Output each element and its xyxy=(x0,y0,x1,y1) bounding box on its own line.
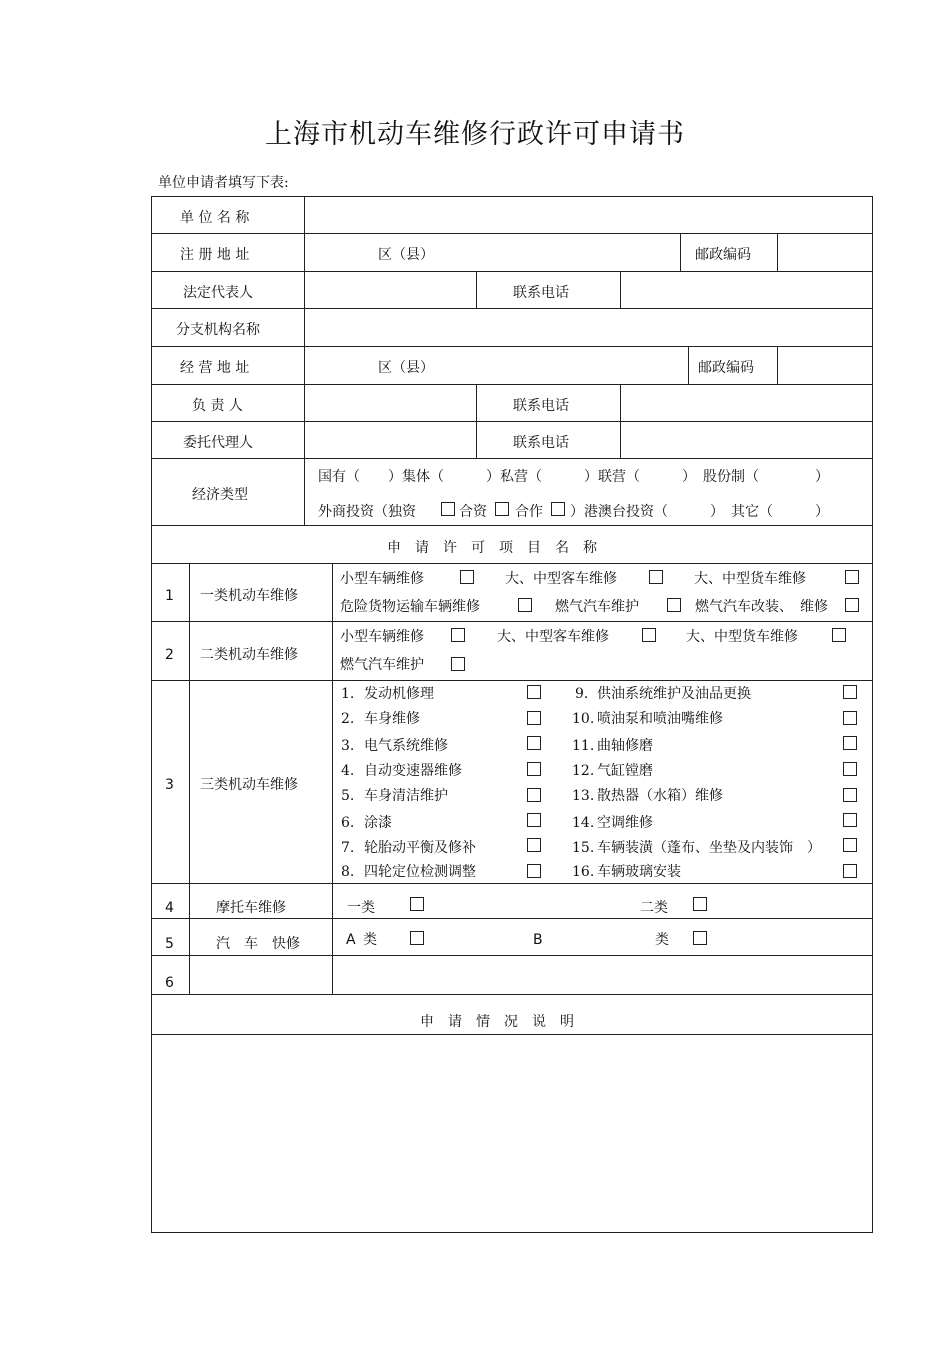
cat6-number: 6 xyxy=(165,975,174,991)
row-divider xyxy=(151,421,873,422)
cat2-option-label: 燃气汽车维护 xyxy=(340,657,424,673)
col-divider xyxy=(476,271,477,308)
col-divider xyxy=(620,271,621,308)
cat2-option-label: 小型车辆维修 xyxy=(340,629,424,645)
cat3-item-label: 曲轴修磨 xyxy=(597,738,653,754)
cat3-item-checkbox[interactable] xyxy=(843,788,857,802)
row-divider xyxy=(151,621,873,622)
cat1-option-label: 小型车辆维修 xyxy=(340,571,424,587)
cat3-item-label: 涂漆 xyxy=(364,815,392,831)
cat3-item-label: 空调维修 xyxy=(597,815,653,831)
reg-address-label: 注 册 地 址 xyxy=(180,247,250,263)
cat3-item-label: 四轮定位检测调整 xyxy=(364,864,476,880)
cat5-class-b-label: 类 xyxy=(655,932,669,948)
cat5-class-b-letter: B xyxy=(533,932,543,948)
cat1-truck-checkbox[interactable] xyxy=(845,570,859,584)
cat2-number: 2 xyxy=(165,647,174,663)
explanation-section-header: 申 请 情 况 说 明 xyxy=(420,1014,574,1030)
cat1-option-label: 大、中型货车维修 xyxy=(694,571,806,587)
row-divider xyxy=(151,458,873,459)
cat3-item-label: 自动变速器维修 xyxy=(364,763,462,779)
cat1-hazmat-checkbox[interactable] xyxy=(518,598,532,612)
col-divider xyxy=(777,346,778,384)
cat2-option-label: 大、中型货车维修 xyxy=(686,629,798,645)
cat3-item-label: 车身维修 xyxy=(364,711,420,727)
page-title: 上海市机动车维修行政许可申请书 xyxy=(265,119,685,150)
joint-venture-label: 合资 xyxy=(459,504,487,520)
cat2-gas-maintenance-checkbox[interactable] xyxy=(451,657,465,671)
cat3-item-checkbox[interactable] xyxy=(843,838,857,852)
phone-label: 联系电话 xyxy=(513,398,569,414)
foreign-investment-label: 外商投资（独资 xyxy=(318,504,416,520)
form-instruction: 单位申请者填写下表: xyxy=(158,175,289,191)
cat3-item-checkbox[interactable] xyxy=(843,685,857,699)
cat3-item-label: 气缸镗磨 xyxy=(597,763,653,779)
cat2-truck-checkbox[interactable] xyxy=(832,628,846,642)
cat3-item-checkbox[interactable] xyxy=(527,864,541,878)
row-divider xyxy=(151,883,873,884)
row-divider xyxy=(151,918,873,919)
cat3-name: 三类机动车维修 xyxy=(200,777,298,793)
row-divider xyxy=(151,525,873,526)
cat4-number: 4 xyxy=(165,900,174,916)
explanation-area[interactable] xyxy=(152,1036,872,1232)
cat3-item-checkbox[interactable] xyxy=(527,788,541,802)
cat3-item-number: 13. xyxy=(572,788,595,804)
cat5-class-a-checkbox[interactable] xyxy=(410,931,424,945)
cat3-item-checkbox[interactable] xyxy=(527,685,541,699)
postcode-label: 邮政编码 xyxy=(698,360,754,376)
joint-venture-checkbox[interactable] xyxy=(495,502,509,516)
cat3-item-label: 供油系统维护及油品更换 xyxy=(597,686,751,702)
cat1-option-label: 燃气汽车维护 xyxy=(555,599,639,615)
cat3-item-label: 轮胎动平衡及修补 xyxy=(364,840,476,856)
cat1-option-label: 大、中型客车维修 xyxy=(505,571,617,587)
cat3-item-number: 2. xyxy=(341,711,355,727)
row-divider xyxy=(151,384,873,385)
cat2-bus-checkbox[interactable] xyxy=(642,628,656,642)
cat3-item-label: 发动机修理 xyxy=(364,686,434,702)
unit-name-label: 单 位 名 称 xyxy=(180,210,250,226)
cat3-item-label: 车辆装潢（蓬布、坐垫及内装饰 ） xyxy=(597,840,821,856)
cat3-item-label: 车身清洁维护 xyxy=(364,788,448,804)
col-divider xyxy=(777,233,778,271)
sole-venture-checkbox[interactable] xyxy=(441,502,455,516)
econ-type-options: 国有（ ）集体（ ）私营（ ）联营（ ） 股份制（ ） xyxy=(318,469,829,485)
cat3-item-label: 散热器（水箱）维修 xyxy=(597,788,723,804)
cat3-item-checkbox[interactable] xyxy=(527,711,541,725)
cat1-small-vehicle-checkbox[interactable] xyxy=(460,570,474,584)
cat1-name: 一类机动车维修 xyxy=(200,588,298,604)
cooperation-label: 合作 xyxy=(515,504,543,520)
cat1-gas-maintenance-checkbox[interactable] xyxy=(667,598,681,612)
cat1-gas-conversion-checkbox[interactable] xyxy=(845,598,859,612)
cat3-item-number: 1. xyxy=(341,686,355,702)
cat3-item-label: 喷油泵和喷油嘴维修 xyxy=(597,711,723,727)
cat2-small-vehicle-checkbox[interactable] xyxy=(451,628,465,642)
cat3-item-checkbox[interactable] xyxy=(843,762,857,776)
legal-rep-label: 法定代表人 xyxy=(183,285,253,301)
cat3-item-checkbox[interactable] xyxy=(527,736,541,750)
cat3-item-checkbox[interactable] xyxy=(527,762,541,776)
cat3-item-number: 5. xyxy=(341,788,355,804)
cat3-item-number: 10. xyxy=(572,711,595,727)
district-label: 区（县） xyxy=(378,247,434,263)
row-divider xyxy=(151,346,873,347)
cat3-item-number: 4. xyxy=(341,763,355,779)
cooperation-checkbox[interactable] xyxy=(551,502,565,516)
col-divider xyxy=(476,384,477,458)
cat4-class2-label: 二类 xyxy=(640,900,668,916)
row-divider xyxy=(151,271,873,272)
cat3-item-number: 16. xyxy=(572,864,595,880)
cat3-item-checkbox[interactable] xyxy=(843,736,857,750)
items-section-header: 申 请 许 可 项 目 名 称 xyxy=(387,540,597,556)
row-divider xyxy=(151,955,873,956)
row-divider xyxy=(151,308,873,309)
cat5-class-a-letter: A xyxy=(346,932,356,948)
cat3-number: 3 xyxy=(165,777,174,793)
cat3-item-checkbox[interactable] xyxy=(843,864,857,878)
biz-address-label: 经 营 地 址 xyxy=(180,360,250,376)
cat1-bus-checkbox[interactable] xyxy=(649,570,663,584)
cat3-item-label: 车辆玻璃安装 xyxy=(597,864,681,880)
cat5-class-b-checkbox[interactable] xyxy=(693,931,707,945)
cat5-class-a-label: 类 xyxy=(363,932,377,948)
person-in-charge-label: 负 责 人 xyxy=(192,398,243,414)
cat3-item-checkbox[interactable] xyxy=(527,838,541,852)
cat1-number: 1 xyxy=(165,588,174,604)
cat3-item-number: 8. xyxy=(341,864,355,880)
phone-label: 联系电话 xyxy=(513,285,569,301)
branch-name-label: 分支机构名称 xyxy=(176,322,260,338)
cat2-option-label: 大、中型客车维修 xyxy=(497,629,609,645)
cat3-item-checkbox[interactable] xyxy=(843,813,857,827)
col-divider xyxy=(680,233,681,271)
cat3-item-number: 7. xyxy=(341,840,355,856)
cat4-class1-label: 一类 xyxy=(347,900,375,916)
hk-macao-taiwan-other-options: ）港澳台投资（ ） 其它（ ） xyxy=(570,504,829,520)
agent-label: 委托代理人 xyxy=(183,435,253,451)
cat3-item-number: 6. xyxy=(341,815,355,831)
cat3-item-checkbox[interactable] xyxy=(527,813,541,827)
cat4-class2-checkbox[interactable] xyxy=(693,897,707,911)
cat3-item-number: 12. xyxy=(572,763,595,779)
col-divider xyxy=(189,563,190,994)
row-divider xyxy=(151,233,873,234)
row-divider xyxy=(151,994,873,995)
econ-type-label: 经济类型 xyxy=(192,487,248,503)
cat3-item-number: 9. xyxy=(575,686,589,702)
col-divider xyxy=(620,384,621,458)
postcode-label: 邮政编码 xyxy=(695,247,751,263)
row-divider xyxy=(151,563,873,564)
col-divider xyxy=(688,346,689,384)
cat3-item-number: 3. xyxy=(341,738,355,754)
district-label: 区（县） xyxy=(378,360,434,376)
cat2-name: 二类机动车维修 xyxy=(200,647,298,663)
cat1-option-label: 燃气汽车改装、 维修 xyxy=(695,599,828,615)
cat4-name: 摩托车维修 xyxy=(216,900,286,916)
cat3-item-number: 14. xyxy=(572,815,595,831)
cat3-item-label: 电气系统维修 xyxy=(364,738,448,754)
cat5-name: 汽 车 快修 xyxy=(216,936,300,952)
phone-label: 联系电话 xyxy=(513,435,569,451)
cat1-option-label: 危险货物运输车辆维修 xyxy=(340,599,480,615)
cat5-number: 5 xyxy=(165,936,174,952)
col-divider xyxy=(332,563,333,994)
cat3-item-number: 11. xyxy=(572,738,595,754)
col-divider xyxy=(304,196,305,525)
row-divider xyxy=(151,680,873,681)
cat4-class1-checkbox[interactable] xyxy=(410,897,424,911)
row-divider xyxy=(151,1034,873,1035)
cat3-item-checkbox[interactable] xyxy=(843,711,857,725)
cat3-item-number: 15. xyxy=(572,840,595,856)
